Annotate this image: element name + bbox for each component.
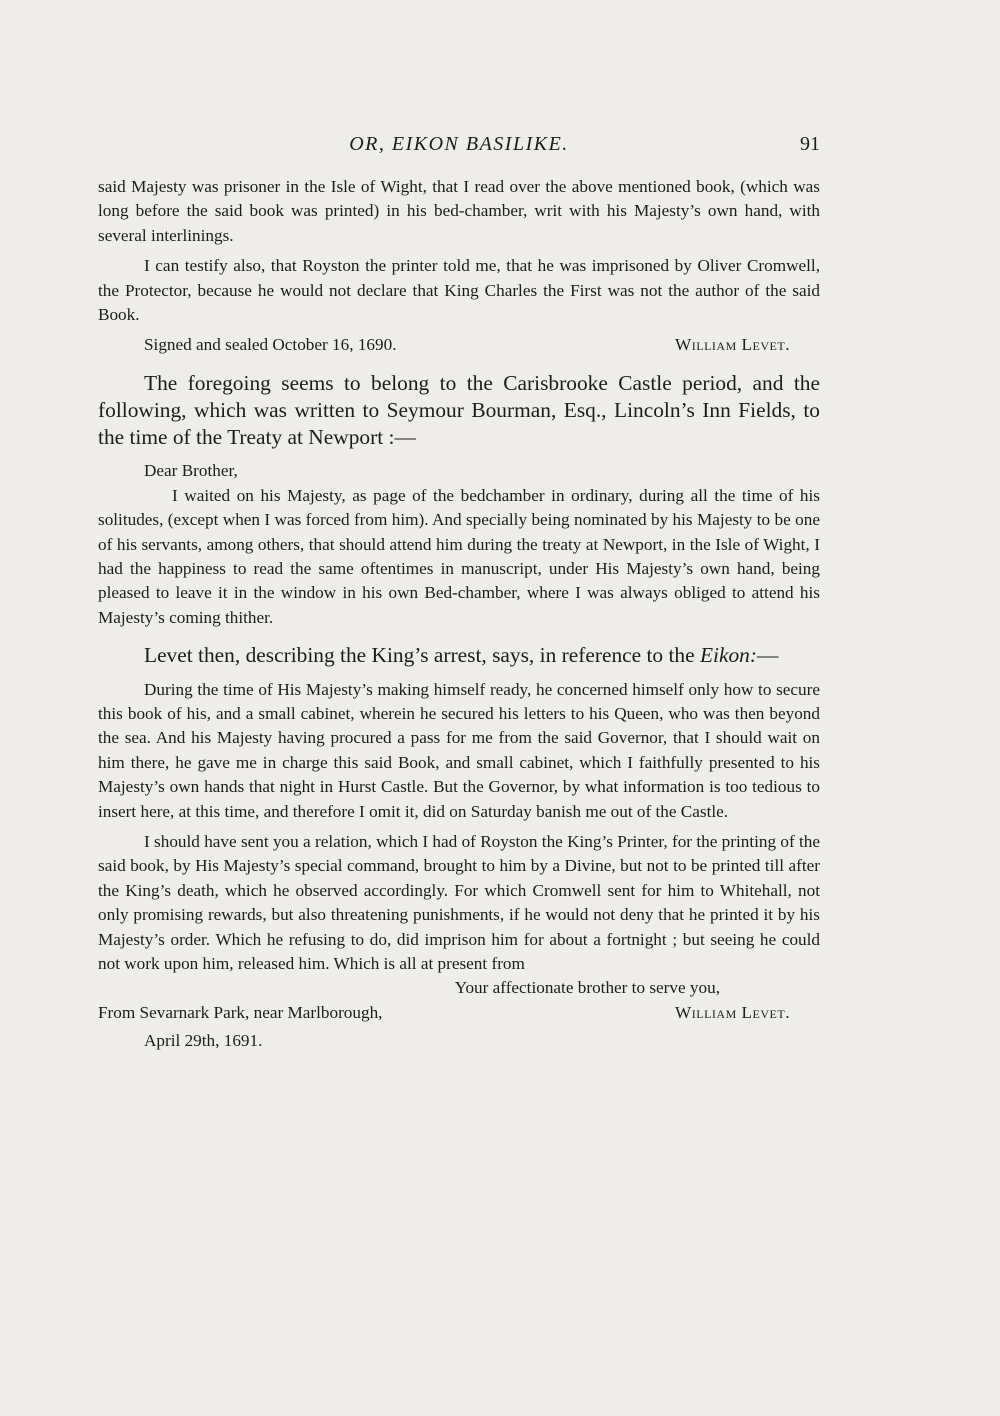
signature-name: William Levet. xyxy=(675,1002,790,1022)
eikon-italic: Eikon: xyxy=(699,643,758,668)
from-location: From Sevarnark Park, near Marlborough, xyxy=(98,1002,383,1022)
page-header xyxy=(98,133,820,159)
paragraph-royston-printer: I should have sent you a relation, which I had of Royston the King’s Printer, for the printing of the said book, by His Majesty’s special command, brought to him by a Divine, but not to be printed till after the King’s death, which he observed accordingly. For which Cromwell sent for him to Whitehall, not only promising rewards, but also threatening punishments, if he would not deny that he printed it by his Majesty’s order. Which he refusing to do, did imprison him for about a fortnight ; but seeing he could not work upon him, released him. Which is all at present from xyxy=(98,831,820,973)
paragraph-arrest-account: During the time of His Majesty’s making himself ready, he concerned himself only how to secure this book of his, and a small cabinet, wherein he secured his letters to his Queen, who was then beyond the sea. And his Majesty having procured a pass for me from the said Governor, that I should wait on him there, he gave me in charge this said Book, and small cabinet, which I faithfully presented to his Majesty’s own hands that night in Hurst Castle. But the Governor, by what information is too tedious to insert here, at this time, and therefore I omit it, did on Saturday banish me out of the Castle. xyxy=(98,679,820,821)
em-dash: — xyxy=(757,643,779,668)
signature-name: William Levet. xyxy=(675,335,790,355)
paragraph-commentary-carisbrooke: The foregoing seems to belong to the Carisbrooke Castle period, and the following, which was written to Seymour Bourman, Esq., Lincoln’s Inn Fields, to the time of the Treaty at Newport :— xyxy=(98,370,820,450)
paragraph-continuation: said Majesty was prisoner in the Isle of Wight, that I read over the above mentioned book, (which was long before the said book was printed) in his bed-chamber, writ with his Majesty’s own hand, with several interlinings. xyxy=(98,177,820,245)
running-title: OR, EIKON BASILIKE. xyxy=(349,133,569,155)
salutation: Dear Brother, xyxy=(144,461,238,481)
closing-line: Your affectionate brother to serve you, xyxy=(454,978,720,998)
letter-date: April 29th, 1691. xyxy=(144,1031,263,1051)
body-text xyxy=(98,175,820,1054)
paragraph-royston-testimony: I can testify also, that Royston the printer told me, that he was imprisoned by Oliver Cromwell, the Protector, because he would not declare that King Charles the First was not the author of the said Book. xyxy=(98,256,820,325)
signed-date: Signed and sealed October 16, 1690. xyxy=(144,335,397,355)
signature-line-2 xyxy=(98,1001,820,1025)
paragraph-letter-body: I waited on his Majesty, as page of the bedchamber in ordinary, during all the time of his solitudes, (except when I was forced from him). And specially being nominated by his Majesty to be one of his servants, among others, that should attend him during the treaty at Newport, in the Isle of Wight, I had the happiness to read the same oftentimes in manuscript, under His Majesty’s own hand, being pleased to leave it in the window in his own Bed-chamber, where I was always obliged to attend his Majesty’s coming thither. xyxy=(98,485,820,627)
page-number: 91 xyxy=(800,133,820,155)
commentary-text: Levet then, describing the King’s arrest, says, in reference to the xyxy=(144,643,695,668)
paragraph-commentary-arrest xyxy=(98,642,820,669)
signature-line-1 xyxy=(98,333,820,357)
